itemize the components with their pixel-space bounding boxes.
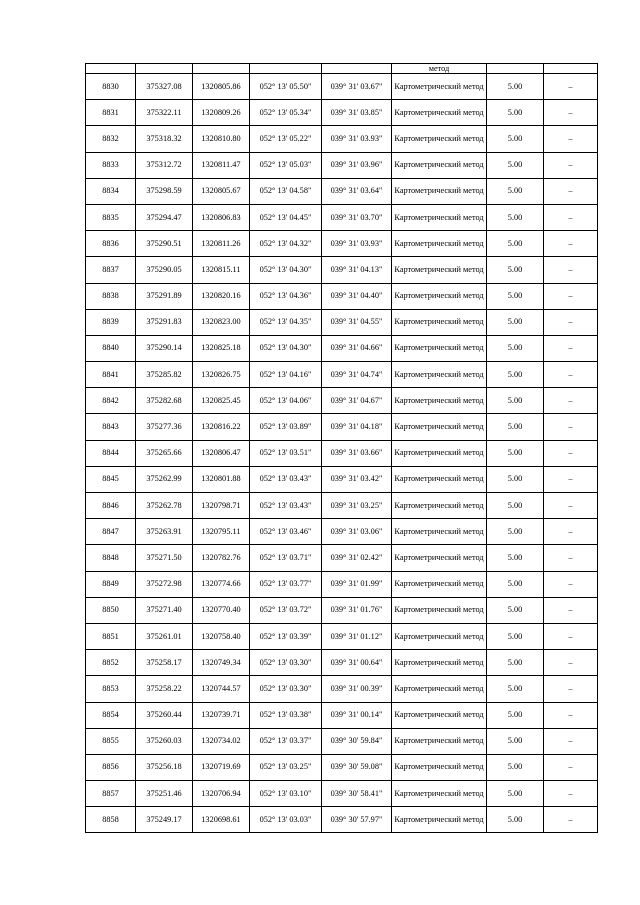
table-row bbox=[86, 650, 598, 676]
cell-latitude: 052° 13' 04.06" bbox=[250, 388, 322, 414]
cell-accuracy: 5.00 bbox=[487, 257, 544, 283]
cell-accuracy: 5.00 bbox=[487, 493, 544, 519]
cell-latitude: 052° 13' 03.30" bbox=[250, 650, 322, 676]
cell-latitude: 052° 13' 03.10" bbox=[250, 781, 322, 807]
cell-note: – bbox=[544, 702, 598, 728]
cell-method: Картометрический метод bbox=[392, 807, 487, 833]
cell-note: – bbox=[544, 545, 598, 571]
cell-y: 1320805.86 bbox=[193, 74, 250, 100]
table-row bbox=[86, 257, 598, 283]
cell-longitude: 039° 30' 59.84" bbox=[322, 728, 392, 754]
cell-accuracy: 5.00 bbox=[487, 597, 544, 623]
cell-point-number: 8848 bbox=[86, 545, 136, 571]
cell-note: – bbox=[544, 754, 598, 780]
cell-y: 1320825.45 bbox=[193, 388, 250, 414]
cell-accuracy: 5.00 bbox=[487, 781, 544, 807]
cell-x: 375249.17 bbox=[136, 807, 193, 833]
cell-note: – bbox=[544, 74, 598, 100]
cell-note: – bbox=[544, 100, 598, 126]
cell-point-number: 8852 bbox=[86, 650, 136, 676]
cell-y: 1320826.75 bbox=[193, 362, 250, 388]
cell-latitude: 052° 13' 04.36" bbox=[250, 283, 322, 309]
cell-latitude: 052° 13' 05.22" bbox=[250, 126, 322, 152]
cell-latitude: 052° 13' 03.71" bbox=[250, 545, 322, 571]
cell-longitude: 039° 30' 57.97" bbox=[322, 807, 392, 833]
table-row bbox=[86, 414, 598, 440]
cell-method: Картометрический метод bbox=[392, 650, 487, 676]
cell-x: 375272.98 bbox=[136, 571, 193, 597]
cell-longitude: 039° 31' 01.12" bbox=[322, 623, 392, 649]
cell-longitude: 039° 30' 59.08" bbox=[322, 754, 392, 780]
cell-accuracy: 5.00 bbox=[487, 309, 544, 335]
cell-y: 1320774.66 bbox=[193, 571, 250, 597]
cell-longitude: 039° 31' 03.25" bbox=[322, 493, 392, 519]
table-row bbox=[86, 545, 598, 571]
cell-latitude: 052° 13' 03.46" bbox=[250, 519, 322, 545]
cell-latitude: 052° 13' 03.37" bbox=[250, 728, 322, 754]
cell-note: – bbox=[544, 807, 598, 833]
cell-accuracy: 5.00 bbox=[487, 126, 544, 152]
cell-longitude: 039° 31' 01.99" bbox=[322, 571, 392, 597]
cell-note: – bbox=[544, 283, 598, 309]
cell-method: Картометрический метод bbox=[392, 466, 487, 492]
cell-method: Картометрический метод bbox=[392, 781, 487, 807]
table-row bbox=[86, 100, 598, 126]
cell-latitude: 052° 13' 03.89" bbox=[250, 414, 322, 440]
cell-x: 375258.22 bbox=[136, 676, 193, 702]
cell-accuracy: 5.00 bbox=[487, 545, 544, 571]
cell-y: 1320782.76 bbox=[193, 545, 250, 571]
cell-y: 1320795.11 bbox=[193, 519, 250, 545]
cell-method: Картометрический метод bbox=[392, 309, 487, 335]
cell-point-number: 8840 bbox=[86, 335, 136, 361]
cell-y: 1320739.71 bbox=[193, 702, 250, 728]
table-row bbox=[86, 728, 598, 754]
cell-latitude: 052° 13' 04.32" bbox=[250, 231, 322, 257]
cell-x: 375291.89 bbox=[136, 283, 193, 309]
cell-point-number: 8856 bbox=[86, 754, 136, 780]
cell-method: Картометрический метод bbox=[392, 204, 487, 230]
cell-point-number: 8831 bbox=[86, 100, 136, 126]
table-row bbox=[86, 754, 598, 780]
cell-method: Картометрический метод bbox=[392, 623, 487, 649]
cell-latitude: 052° 13' 04.58" bbox=[250, 178, 322, 204]
cell-longitude: 039° 31' 03.85" bbox=[322, 100, 392, 126]
cell-y: 1320809.26 bbox=[193, 100, 250, 126]
cell-note: – bbox=[544, 257, 598, 283]
cell-accuracy: 5.00 bbox=[487, 204, 544, 230]
cell-longitude: 039° 31' 03.70" bbox=[322, 204, 392, 230]
cell-y: 1320810.80 bbox=[193, 126, 250, 152]
cell-y: 1320734.02 bbox=[193, 728, 250, 754]
cell-accuracy: 5.00 bbox=[487, 571, 544, 597]
cell-point-number: 8857 bbox=[86, 781, 136, 807]
cell-method: Картометрический метод bbox=[392, 335, 487, 361]
cell-method: Картометрический метод bbox=[392, 754, 487, 780]
cell-note: – bbox=[544, 597, 598, 623]
cell-longitude: 039° 31' 03.93" bbox=[322, 126, 392, 152]
cell-x: 375285.82 bbox=[136, 362, 193, 388]
table-row bbox=[86, 126, 598, 152]
cell-empty bbox=[250, 64, 322, 74]
cell-point-number: 8858 bbox=[86, 807, 136, 833]
cell-point-number: 8850 bbox=[86, 597, 136, 623]
cell-accuracy: 5.00 bbox=[487, 178, 544, 204]
cell-accuracy: 5.00 bbox=[487, 807, 544, 833]
table-row bbox=[86, 204, 598, 230]
cell-latitude: 052° 13' 03.77" bbox=[250, 571, 322, 597]
cell-accuracy: 5.00 bbox=[487, 335, 544, 361]
cell-latitude: 052° 13' 03.72" bbox=[250, 597, 322, 623]
cell-accuracy: 5.00 bbox=[487, 74, 544, 100]
cell-accuracy: 5.00 bbox=[487, 362, 544, 388]
table-row bbox=[86, 178, 598, 204]
cell-y: 1320820.16 bbox=[193, 283, 250, 309]
cell-longitude: 039° 31' 03.42" bbox=[322, 466, 392, 492]
cell-note: – bbox=[544, 519, 598, 545]
cell-point-number: 8843 bbox=[86, 414, 136, 440]
cell-y: 1320719.69 bbox=[193, 754, 250, 780]
cell-empty bbox=[487, 64, 544, 74]
cell-x: 375256.18 bbox=[136, 754, 193, 780]
cell-point-number: 8855 bbox=[86, 728, 136, 754]
cell-x: 375312.72 bbox=[136, 152, 193, 178]
table-row bbox=[86, 283, 598, 309]
cell-x: 375271.50 bbox=[136, 545, 193, 571]
cell-longitude: 039° 31' 02.42" bbox=[322, 545, 392, 571]
cell-note: – bbox=[544, 676, 598, 702]
cell-longitude: 039° 31' 03.06" bbox=[322, 519, 392, 545]
cell-note: – bbox=[544, 623, 598, 649]
table-row bbox=[86, 702, 598, 728]
cell-longitude: 039° 31' 04.13" bbox=[322, 257, 392, 283]
cell-note: – bbox=[544, 152, 598, 178]
cell-accuracy: 5.00 bbox=[487, 466, 544, 492]
cell-method: Картометрический метод bbox=[392, 74, 487, 100]
cell-empty bbox=[544, 64, 598, 74]
cell-note: – bbox=[544, 231, 598, 257]
cell-x: 375260.44 bbox=[136, 702, 193, 728]
cell-latitude: 052° 13' 03.25" bbox=[250, 754, 322, 780]
table-row bbox=[86, 493, 598, 519]
cell-latitude: 052° 13' 04.45" bbox=[250, 204, 322, 230]
cell-x: 375265.66 bbox=[136, 440, 193, 466]
cell-point-number: 8845 bbox=[86, 466, 136, 492]
cell-y: 1320758.40 bbox=[193, 623, 250, 649]
cell-empty bbox=[136, 64, 193, 74]
cell-y: 1320806.47 bbox=[193, 440, 250, 466]
cell-accuracy: 5.00 bbox=[487, 100, 544, 126]
cell-note: – bbox=[544, 414, 598, 440]
cell-note: – bbox=[544, 466, 598, 492]
cell-method-continued: метод bbox=[392, 64, 487, 74]
cell-latitude: 052° 13' 03.43" bbox=[250, 466, 322, 492]
cell-longitude: 039° 31' 03.67" bbox=[322, 74, 392, 100]
cell-y: 1320798.71 bbox=[193, 493, 250, 519]
cell-x: 375258.17 bbox=[136, 650, 193, 676]
cell-latitude: 052° 13' 04.35" bbox=[250, 309, 322, 335]
cell-x: 375262.78 bbox=[136, 493, 193, 519]
table-row bbox=[86, 807, 598, 833]
cell-accuracy: 5.00 bbox=[487, 283, 544, 309]
cell-longitude: 039° 31' 04.67" bbox=[322, 388, 392, 414]
cell-longitude: 039° 31' 03.93" bbox=[322, 231, 392, 257]
cell-latitude: 052° 13' 05.03" bbox=[250, 152, 322, 178]
cell-accuracy: 5.00 bbox=[487, 388, 544, 414]
cell-method: Картометрический метод bbox=[392, 414, 487, 440]
cell-x: 375263.91 bbox=[136, 519, 193, 545]
cell-note: – bbox=[544, 204, 598, 230]
cell-x: 375298.59 bbox=[136, 178, 193, 204]
cell-longitude: 039° 31' 00.64" bbox=[322, 650, 392, 676]
cell-method: Картометрический метод bbox=[392, 545, 487, 571]
cell-point-number: 8834 bbox=[86, 178, 136, 204]
table-row bbox=[86, 231, 598, 257]
cell-accuracy: 5.00 bbox=[487, 519, 544, 545]
cell-method: Картометрический метод bbox=[392, 178, 487, 204]
cell-latitude: 052° 13' 05.34" bbox=[250, 100, 322, 126]
cell-method: Картометрический метод bbox=[392, 362, 487, 388]
cell-y: 1320805.67 bbox=[193, 178, 250, 204]
table-row bbox=[86, 309, 598, 335]
cell-x: 375260.03 bbox=[136, 728, 193, 754]
cell-note: – bbox=[544, 362, 598, 388]
cell-empty bbox=[193, 64, 250, 74]
table-row bbox=[86, 335, 598, 361]
cell-accuracy: 5.00 bbox=[487, 702, 544, 728]
cell-method: Картометрический метод bbox=[392, 231, 487, 257]
cell-y: 1320816.22 bbox=[193, 414, 250, 440]
cell-accuracy: 5.00 bbox=[487, 623, 544, 649]
table-row bbox=[86, 466, 598, 492]
cell-longitude: 039° 31' 03.66" bbox=[322, 440, 392, 466]
cell-x: 375291.83 bbox=[136, 309, 193, 335]
cell-longitude: 039° 31' 00.39" bbox=[322, 676, 392, 702]
cell-accuracy: 5.00 bbox=[487, 440, 544, 466]
cell-y: 1320806.83 bbox=[193, 204, 250, 230]
cell-empty bbox=[322, 64, 392, 74]
cell-x: 375251.46 bbox=[136, 781, 193, 807]
cell-y: 1320811.26 bbox=[193, 231, 250, 257]
cell-longitude: 039° 31' 04.74" bbox=[322, 362, 392, 388]
cell-method: Картометрический метод bbox=[392, 100, 487, 126]
cell-note: – bbox=[544, 728, 598, 754]
cell-point-number: 8832 bbox=[86, 126, 136, 152]
cell-longitude: 039° 31' 00.14" bbox=[322, 702, 392, 728]
cell-longitude: 039° 31' 04.18" bbox=[322, 414, 392, 440]
cell-note: – bbox=[544, 781, 598, 807]
cell-point-number: 8833 bbox=[86, 152, 136, 178]
cell-point-number: 8844 bbox=[86, 440, 136, 466]
cell-point-number: 8837 bbox=[86, 257, 136, 283]
cell-x: 375294.47 bbox=[136, 204, 193, 230]
cell-method: Картометрический метод bbox=[392, 257, 487, 283]
cell-latitude: 052° 13' 03.30" bbox=[250, 676, 322, 702]
cell-method: Картометрический метод bbox=[392, 126, 487, 152]
cell-longitude: 039° 31' 04.55" bbox=[322, 309, 392, 335]
cell-latitude: 052° 13' 04.16" bbox=[250, 362, 322, 388]
cell-point-number: 8842 bbox=[86, 388, 136, 414]
cell-latitude: 052° 13' 04.30" bbox=[250, 257, 322, 283]
cell-note: – bbox=[544, 309, 598, 335]
cell-latitude: 052° 13' 03.38" bbox=[250, 702, 322, 728]
cell-accuracy: 5.00 bbox=[487, 754, 544, 780]
cell-method: Картометрический метод bbox=[392, 571, 487, 597]
cell-point-number: 8836 bbox=[86, 231, 136, 257]
cell-longitude: 039° 31' 03.64" bbox=[322, 178, 392, 204]
cell-longitude: 039° 30' 58.41" bbox=[322, 781, 392, 807]
table-row bbox=[86, 623, 598, 649]
table-row bbox=[86, 440, 598, 466]
cell-method: Картометрический метод bbox=[392, 493, 487, 519]
cell-y: 1320811.47 bbox=[193, 152, 250, 178]
cell-latitude: 052° 13' 03.39" bbox=[250, 623, 322, 649]
cell-x: 375261.01 bbox=[136, 623, 193, 649]
cell-y: 1320823.00 bbox=[193, 309, 250, 335]
table-row bbox=[86, 152, 598, 178]
cell-longitude: 039° 31' 04.40" bbox=[322, 283, 392, 309]
cell-latitude: 052° 13' 03.51" bbox=[250, 440, 322, 466]
cell-x: 375271.40 bbox=[136, 597, 193, 623]
coordinates-table bbox=[85, 63, 598, 833]
cell-y: 1320801.88 bbox=[193, 466, 250, 492]
cell-method: Картометрический метод bbox=[392, 519, 487, 545]
cell-note: – bbox=[544, 571, 598, 597]
table-row bbox=[86, 519, 598, 545]
cell-note: – bbox=[544, 388, 598, 414]
cell-point-number: 8854 bbox=[86, 702, 136, 728]
cell-method: Картометрический метод bbox=[392, 676, 487, 702]
cell-y: 1320706.94 bbox=[193, 781, 250, 807]
cell-method: Картометрический метод bbox=[392, 388, 487, 414]
table-row bbox=[86, 676, 598, 702]
cell-x: 375277.36 bbox=[136, 414, 193, 440]
cell-note: – bbox=[544, 440, 598, 466]
cell-y: 1320825.18 bbox=[193, 335, 250, 361]
cell-y: 1320698.61 bbox=[193, 807, 250, 833]
cell-latitude: 052° 13' 03.43" bbox=[250, 493, 322, 519]
cell-accuracy: 5.00 bbox=[487, 414, 544, 440]
cell-method: Картометрический метод bbox=[392, 152, 487, 178]
cell-point-number: 8830 bbox=[86, 74, 136, 100]
cell-method: Картометрический метод bbox=[392, 597, 487, 623]
table-body bbox=[86, 64, 598, 833]
cell-empty bbox=[86, 64, 136, 74]
table-row bbox=[86, 571, 598, 597]
cell-point-number: 8835 bbox=[86, 204, 136, 230]
cell-accuracy: 5.00 bbox=[487, 676, 544, 702]
cell-x: 375290.51 bbox=[136, 231, 193, 257]
table-row bbox=[86, 597, 598, 623]
cell-point-number: 8851 bbox=[86, 623, 136, 649]
table-row bbox=[86, 388, 598, 414]
cell-point-number: 8847 bbox=[86, 519, 136, 545]
cell-method: Картометрический метод bbox=[392, 728, 487, 754]
cell-longitude: 039° 31' 04.66" bbox=[322, 335, 392, 361]
cell-point-number: 8846 bbox=[86, 493, 136, 519]
cell-x: 375327.08 bbox=[136, 74, 193, 100]
cell-point-number: 8849 bbox=[86, 571, 136, 597]
cell-y: 1320815.11 bbox=[193, 257, 250, 283]
cell-y: 1320749.34 bbox=[193, 650, 250, 676]
table-row bbox=[86, 781, 598, 807]
cell-note: – bbox=[544, 493, 598, 519]
cell-note: – bbox=[544, 126, 598, 152]
cell-x: 375318.32 bbox=[136, 126, 193, 152]
cell-x: 375282.68 bbox=[136, 388, 193, 414]
cell-method: Картометрический метод bbox=[392, 283, 487, 309]
cell-y: 1320770.40 bbox=[193, 597, 250, 623]
cell-note: – bbox=[544, 335, 598, 361]
cell-latitude: 052° 13' 03.03" bbox=[250, 807, 322, 833]
cell-y: 1320744.57 bbox=[193, 676, 250, 702]
cell-accuracy: 5.00 bbox=[487, 231, 544, 257]
cell-longitude: 039° 31' 03.96" bbox=[322, 152, 392, 178]
cell-point-number: 8841 bbox=[86, 362, 136, 388]
cell-x: 375322.11 bbox=[136, 100, 193, 126]
cell-x: 375290.05 bbox=[136, 257, 193, 283]
cell-latitude: 052° 13' 04.30" bbox=[250, 335, 322, 361]
cell-method: Картометрический метод bbox=[392, 440, 487, 466]
cell-x: 375290.14 bbox=[136, 335, 193, 361]
cell-accuracy: 5.00 bbox=[487, 650, 544, 676]
table-row-continued bbox=[86, 64, 598, 74]
table-row bbox=[86, 362, 598, 388]
cell-accuracy: 5.00 bbox=[487, 728, 544, 754]
cell-point-number: 8839 bbox=[86, 309, 136, 335]
cell-longitude: 039° 31' 01.76" bbox=[322, 597, 392, 623]
cell-method: Картометрический метод bbox=[392, 702, 487, 728]
cell-x: 375262.99 bbox=[136, 466, 193, 492]
cell-latitude: 052° 13' 05.50" bbox=[250, 74, 322, 100]
table-row bbox=[86, 74, 598, 100]
cell-point-number: 8838 bbox=[86, 283, 136, 309]
cell-point-number: 8853 bbox=[86, 676, 136, 702]
cell-note: – bbox=[544, 650, 598, 676]
cell-note: – bbox=[544, 178, 598, 204]
cell-accuracy: 5.00 bbox=[487, 152, 544, 178]
